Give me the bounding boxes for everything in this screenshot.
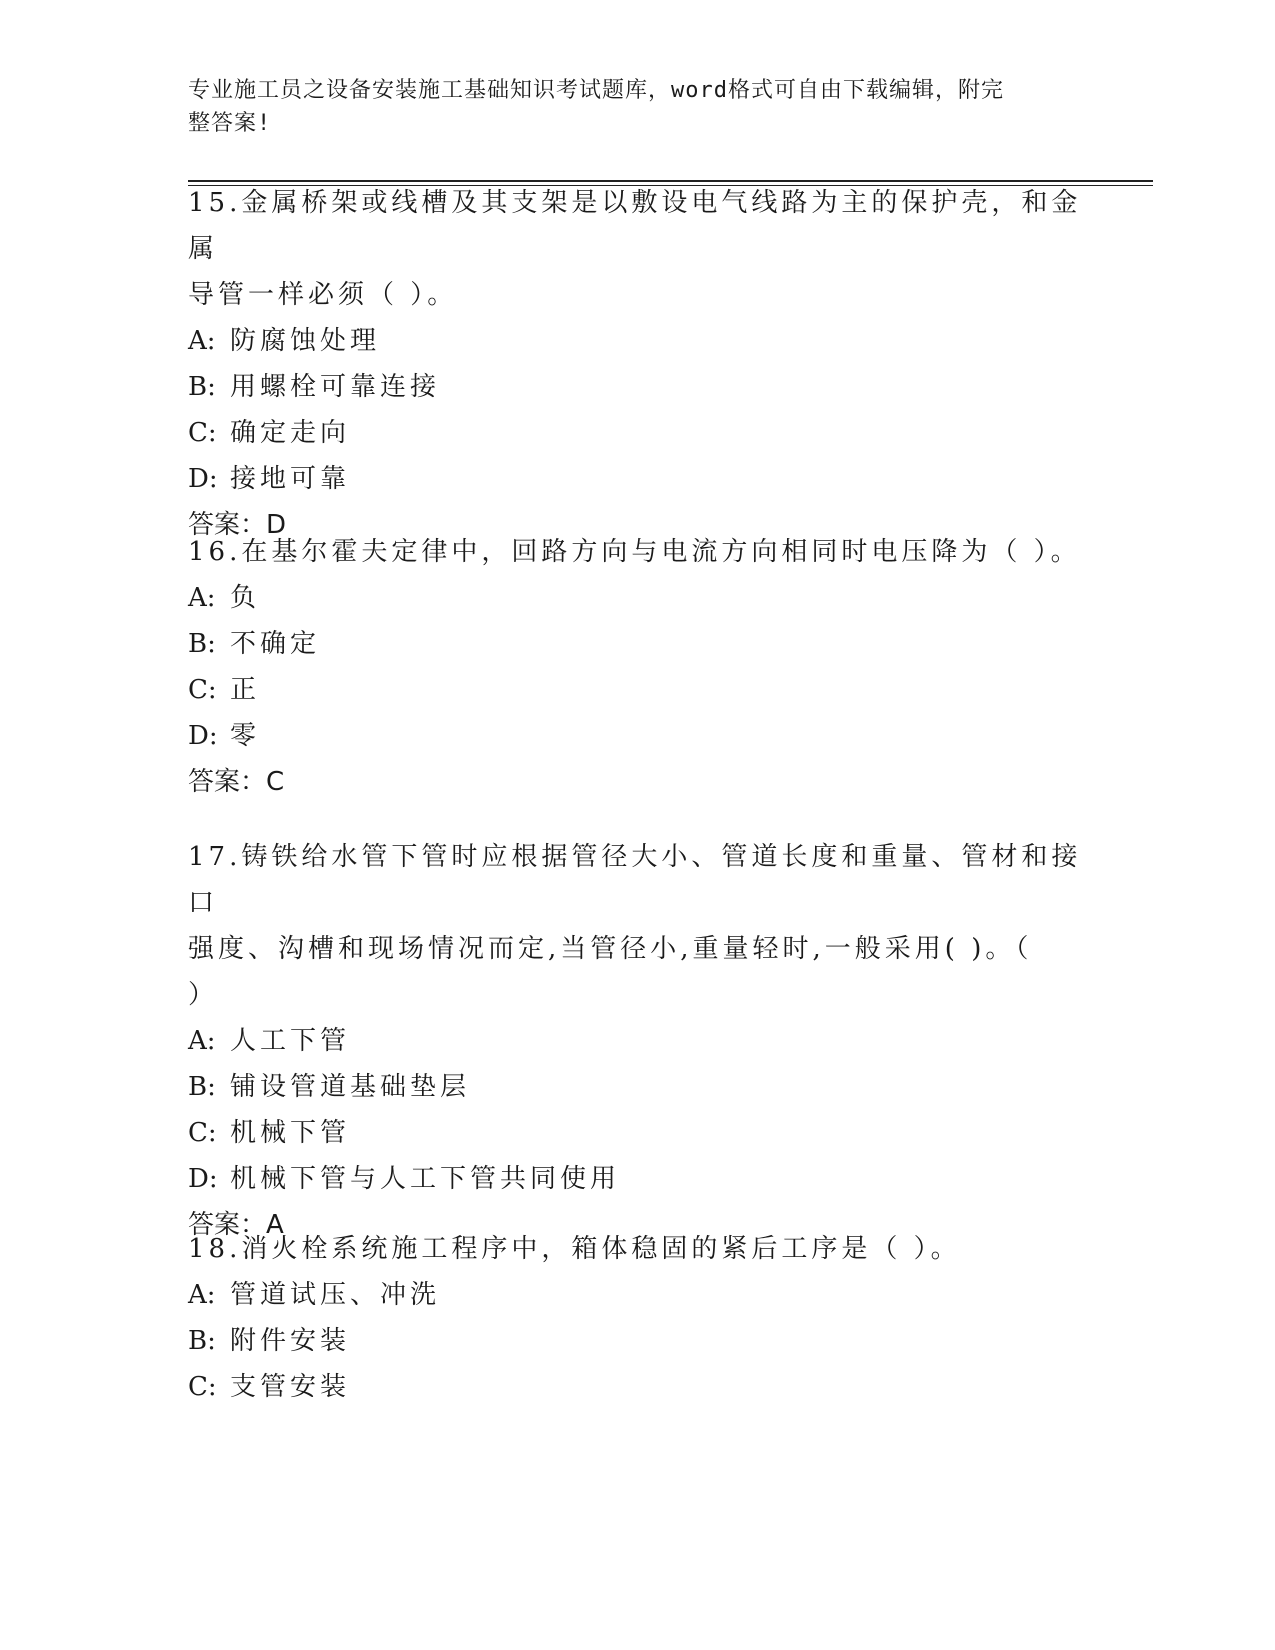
question-stem: ）	[188, 980, 219, 1010]
option-text: 用螺栓可靠连接	[230, 372, 441, 402]
option-text: 支管安装	[230, 1372, 351, 1402]
option-key: C:	[188, 1372, 217, 1402]
option-a	[188, 1018, 1088, 1064]
option-key: B:	[188, 1326, 216, 1356]
option-key: A:	[188, 326, 216, 356]
option-d	[188, 713, 1088, 759]
header-line: 整答案!	[188, 111, 272, 136]
option-text: 机械下管与人工下管共同使用	[230, 1164, 621, 1194]
question-stem: 17.铸铁给水管下管时应根据管径大小、管道长度和重量、管材和接口	[188, 842, 1082, 918]
option-text: 机械下管	[230, 1118, 351, 1148]
question-stem: 15.金属桥架或线槽及其支架是以敷设电气线路为主的保护壳，和金属	[188, 188, 1082, 264]
option-text: 零	[230, 721, 261, 751]
option-c	[188, 410, 1088, 456]
option-key: A:	[188, 1280, 216, 1310]
option-key: D:	[188, 721, 218, 751]
option-key: B:	[188, 1072, 216, 1102]
option-b	[188, 621, 1088, 667]
option-text: 接地可靠	[230, 464, 351, 494]
option-a	[188, 1272, 1088, 1318]
option-key: D:	[188, 464, 218, 494]
option-d	[188, 1156, 1088, 1202]
option-text: 防腐蚀处理	[230, 326, 381, 356]
question-18	[188, 1226, 1088, 1410]
answer-line: 答案：C	[188, 767, 285, 797]
question-stem: 强度、沟槽和现场情况而定,当管径小,重量轻时,一般采用( )。（	[188, 934, 1033, 964]
option-key: C:	[188, 418, 217, 448]
option-key: C:	[188, 1118, 217, 1148]
option-a	[188, 318, 1088, 364]
option-key: D:	[188, 1164, 218, 1194]
option-key: A:	[188, 583, 216, 613]
option-text: 人工下管	[230, 1026, 351, 1056]
question-15	[188, 180, 1088, 548]
option-key: B:	[188, 372, 216, 402]
option-b	[188, 1318, 1088, 1364]
option-text: 不确定	[230, 629, 321, 659]
option-a	[188, 575, 1088, 621]
option-text: 负	[230, 583, 261, 613]
question-stem: 导管一样必须（ ）。	[188, 280, 458, 310]
option-key: B:	[188, 629, 216, 659]
header-line: 专业施工员之设备安装施工基础知识考试题库，word格式可自由下载编辑，附完	[188, 78, 1004, 103]
answer-line: 答案：A	[188, 1210, 284, 1240]
document-header	[188, 74, 1068, 140]
option-c	[188, 1110, 1088, 1156]
question-stem: 16.在基尔霍夫定律中，回路方向与电流方向相同时电压降为（ ）。	[188, 537, 1081, 567]
question-stem: 18.消火栓系统施工程序中，箱体稳固的紧后工序是（ ）。	[188, 1234, 961, 1264]
answer-line: 答案：D	[188, 510, 287, 540]
option-text: 铺设管道基础垫层	[230, 1072, 471, 1102]
option-key: A:	[188, 1026, 216, 1056]
option-d	[188, 456, 1088, 502]
option-b	[188, 1064, 1088, 1110]
option-b	[188, 364, 1088, 410]
question-17	[188, 834, 1088, 1248]
option-text: 确定走向	[230, 418, 351, 448]
option-c	[188, 667, 1088, 713]
option-text: 正	[230, 675, 261, 705]
option-text: 管道试压、冲洗	[230, 1280, 441, 1310]
option-text: 附件安装	[230, 1326, 351, 1356]
option-key: C:	[188, 675, 217, 705]
question-16	[188, 529, 1088, 805]
option-c	[188, 1364, 1088, 1410]
